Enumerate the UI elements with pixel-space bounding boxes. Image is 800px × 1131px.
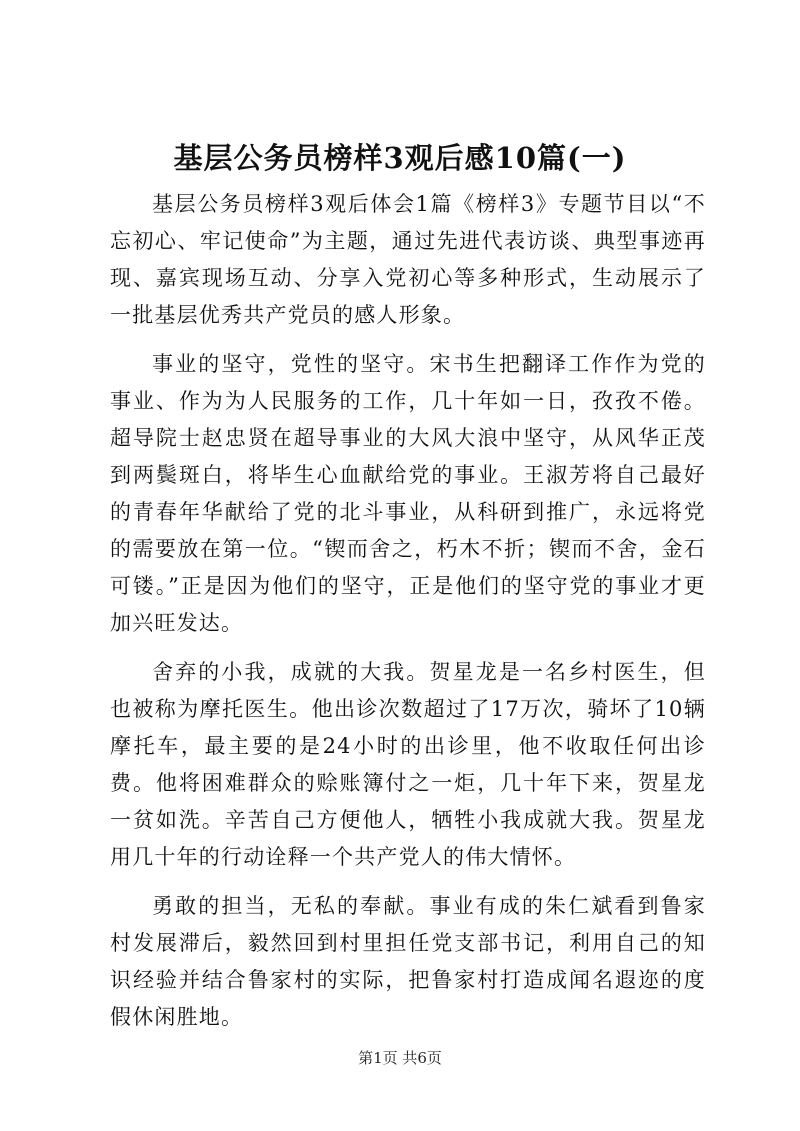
page-number-footer: 第1页 共6页 [358, 1049, 442, 1067]
paragraph-dedication: 事业的坚守，党性的坚守。宋书生把翻译工作作为党的事业、作为为人民服务的工作，几十年如一日，孜孜不倦。超导院士赵忠贤在超导事业的大风大浪中坚守，从风华正茂到两鬓斑白，将毕生心血献给党的事业。王淑芳将自己最好的青春年华献给了党的北斗事业，从科研到推广，永远将党的需要放在第一位。“锲而舍之，朽木不折；锲而不舍，金石可镂。”正是因为他们的坚守，正是他们的坚守党的事业才更加兴旺发达。 [110, 352, 706, 635]
paragraph-responsibility: 勇敢的担当，无私的奉献。事业有成的朱仁斌看到鲁家村发展滞后，毅然回到村里担任党支部书记，利用自己的知识经验并结合鲁家村的实际，把鲁家村打造成闻名遐迩的度假休闲胜地。 [110, 894, 706, 1029]
document-body [110, 186, 706, 1048]
paragraph-sacrifice: 舍弃的小我，成就的大我。贺星龙是一名乡村医生，但也被称为摩托医生。他出诊次数超过了17万次，骑坏了10辆摩托车，最主要的是24小时的出诊里，他不收取任何出诊费。他将困难群众的赊账簿付之一炬，几十年下来，贺星龙一贫如洗。辛苦自己方便他人，牺牲小我成就大我。贺星龙用几十年的行动诠释一个共产党人的伟大情怀。 [110, 660, 706, 869]
document-title: 基层公务员榜样3观后感10篇(一) [173, 141, 627, 175]
paragraph-intro: 基层公务员榜样3观后体会1篇《榜样3》专题节目以“不忘初心、牢记使命”为主题，通过先进代表访谈、典型事迹再现、嘉宾现场互动、分享入党初心等多种形式，生动展示了一批基层优秀共产党员的感人形象。 [110, 192, 706, 327]
